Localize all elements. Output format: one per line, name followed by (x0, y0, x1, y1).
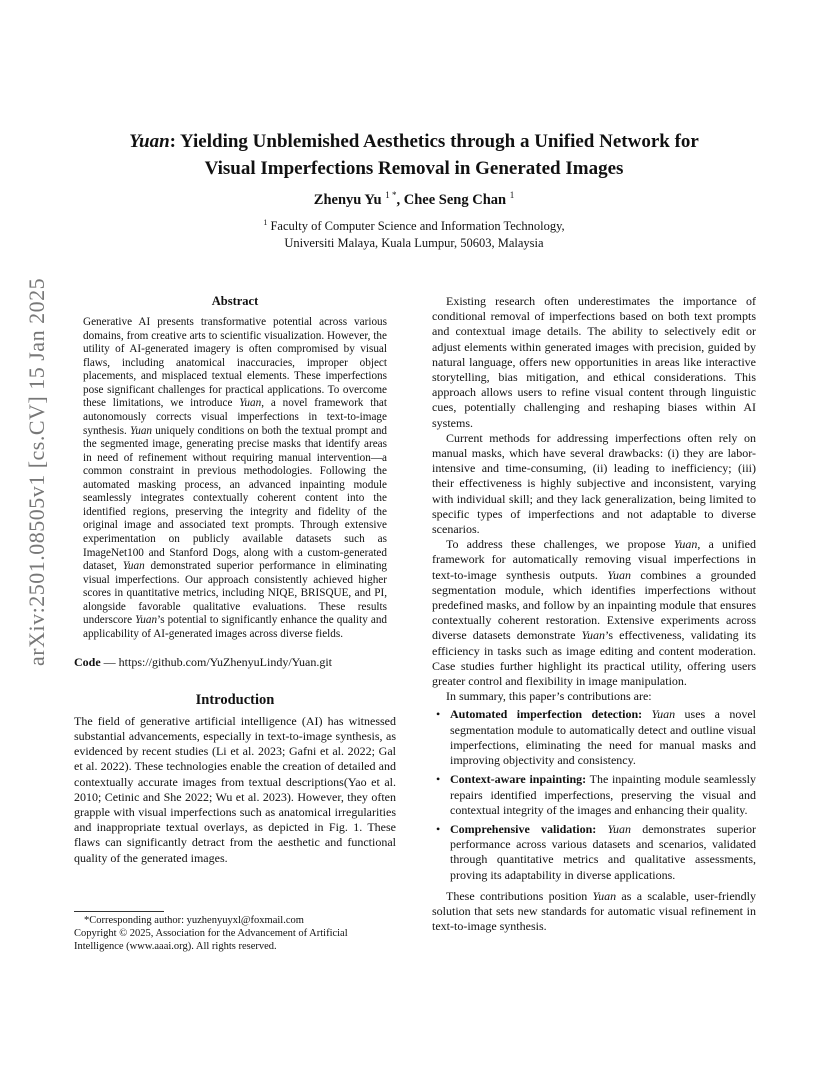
author-1-sup: 1 * (385, 190, 397, 200)
contributions-list (432, 707, 756, 882)
code-link[interactable]: https://github.com/YuZhenyuLindy/Yuan.git (118, 655, 332, 670)
list-item: • Context-aware inpainting: The inpainting module seamlessly repairs identified imperfections, preserving the visual and contextual integrity of the images and enhancing their quality. (436, 772, 756, 817)
arxiv-stamp: arXiv:2501.08505v1 [cs.CV] 15 Jan 2025 (24, 277, 49, 666)
introduction-heading: Introduction (195, 691, 275, 708)
left-column (74, 294, 396, 866)
right-column (432, 294, 756, 934)
footnote-rule (74, 911, 164, 912)
footnote-corresponding: *Corresponding author: yuzhenyuyxl@foxmail.com (84, 915, 304, 926)
author-1: Zhenyu Yu (313, 191, 382, 208)
abstract-text: Generative AI presents transformative potential across various domains, from creative arts to scientific visualization. However, the utility of AI-generated imagery is often compromised by visual flaws, including anatomical inaccuracies, improper object placements, and misplaced textual elements. These imperfections pose significant challenges for practical applications. To overcome these limitations, we introduce Yuan, a novel framework that autonomously corrects visual imperfections in text-to-image synthesis. Yuan uniquely conditions on both the textual prompt and the segmented image, generating precise masks that identify areas in need of refinement without requiring manual intervention—a common constraint in previous methodologies. Following the automated masking process, an advanced inpainting module seamlessly integrates contextually coherent content into the identified regions, preserving the integrity and fidelity of the original image and associated text prompts. Through extensive experimentation on publicly available datasets such as ImageNet100 and Stanford Dogs, along with a custom-generated dataset, Yuan demonstrated superior performance in eliminating visual imperfections. Our approach consistently achieved higher scores in quantitative metrics, including NIQE, BRISQUE, and PI, alongside favorable qualitative evaluations. These results underscore Yuan’s potential to significantly enhance the quality and applicability of AI-generated images across diverse fields. (83, 316, 388, 640)
right-paragraph-2: Current methods for addressing imperfections often rely on manual masks, which have several drawbacks: (i) they are labor-intensive and time-consuming, (ii) leading to inefficiency; (iii) their effectiveness is highly subjective and inconsistent, varying with individual skill; and they lack generalization, being limited to specific types of imperfections and not adaptable to diverse scenarios. (432, 430, 756, 537)
affil-line1: Faculty of Computer Science and Information Technology, (270, 219, 565, 234)
code-label: Code (74, 655, 101, 670)
author-2-sup: 1 (509, 190, 515, 200)
title-line1: : Yielding Unblemished Aesthetics through a Unified Network for (169, 131, 699, 152)
list-item: • Automated imperfection detection: Yuan uses a novel segmentation module to automatically detect and outline visual imperfections, eliminating the need for manual masks and improving objectivity and consistency. (436, 707, 756, 768)
author-sep: , (396, 191, 404, 208)
title-name: Yuan (129, 131, 170, 152)
affil-sup: 1 (263, 218, 268, 227)
authors (80, 190, 748, 209)
right-paragraph-3: To address these challenges, we propose Yuan, a unified framework for automatically removing visual imperfections in text-to-image synthesis outputs. Yuan combines a grounded segmentation module, which identifies imperfections without predefined masks, and follow by an inpainting module that ensures contextually coherent restoration. Extensive experiments across diverse datasets demonstrate Yuan’s effectiveness, validating its efficiency in tasks such as image editing and content moderation. Case studies further highlight its practical utility, offering users greater control and flexibility in image manipulation. (432, 537, 757, 689)
affil-line2: Universiti Malaya, Kuala Lumpur, 50603, Malaysia (284, 236, 544, 251)
footnote-copyright: Copyright © 2025, Association for the Advancement of Artificial Intelligence (www.aaai.org). All rights reserved. (74, 928, 348, 952)
right-paragraph-4: In summary, this paper’s contributions are: (446, 689, 652, 704)
paper-title (80, 128, 748, 182)
footnote (74, 914, 396, 953)
code-line: Code — https://github.com/YuZhenyuLindy/Yuan.git (74, 655, 332, 670)
title-line2: Visual Imperfections Removal in Generated Images (204, 158, 624, 179)
right-paragraph-1: Existing research often underestimates the importance of conditional removal of imperfections based on both text prompts and contextual image details. The ability to selectively edit or adjust elements within generated images with precision, guided by natural language, offers new opportunities in areas like interactive storytelling, bias mitigation, and ethical considerations. This approach allows users to refine visual content through linguistic cues, potentially challenging and reshaping biases within AI systems. (432, 294, 756, 430)
author-2: Chee Seng Chan (403, 191, 507, 208)
list-item: • Comprehensive validation: Yuan demonstrates superior performance across various datasets and scenarios, validated through quantitative metrics and qualitative assessments, proving its adaptability in diverse applications. (436, 821, 756, 882)
abstract-heading: Abstract (211, 294, 259, 308)
intro-paragraph: The field of generative artificial intelligence (AI) has witnessed substantial advancements, especially in text-to-image synthesis, as evidenced by recent studies (Li et al. 2023; Gafni et al. 2022; Gal et al. 2022). These technologies enable the creation of detailed and contextually accurate images from textual descriptions(Yao et al. 2010; Cetinic and She 2022; Wu et al. 2023). However, they often grapple with visual imperfections such as anatomical irregularities and inappropriate textual overlays, as depicted in Fig. 1. These flaws can significantly detract from the aesthetic and functional quality of the generated images. (74, 713, 396, 865)
affiliation (80, 214, 748, 252)
right-paragraph-5: These contributions position Yuan as a scalable, user-friendly solution that sets new standards for automatic visual refinement in text-to-image synthesis. (432, 888, 757, 934)
